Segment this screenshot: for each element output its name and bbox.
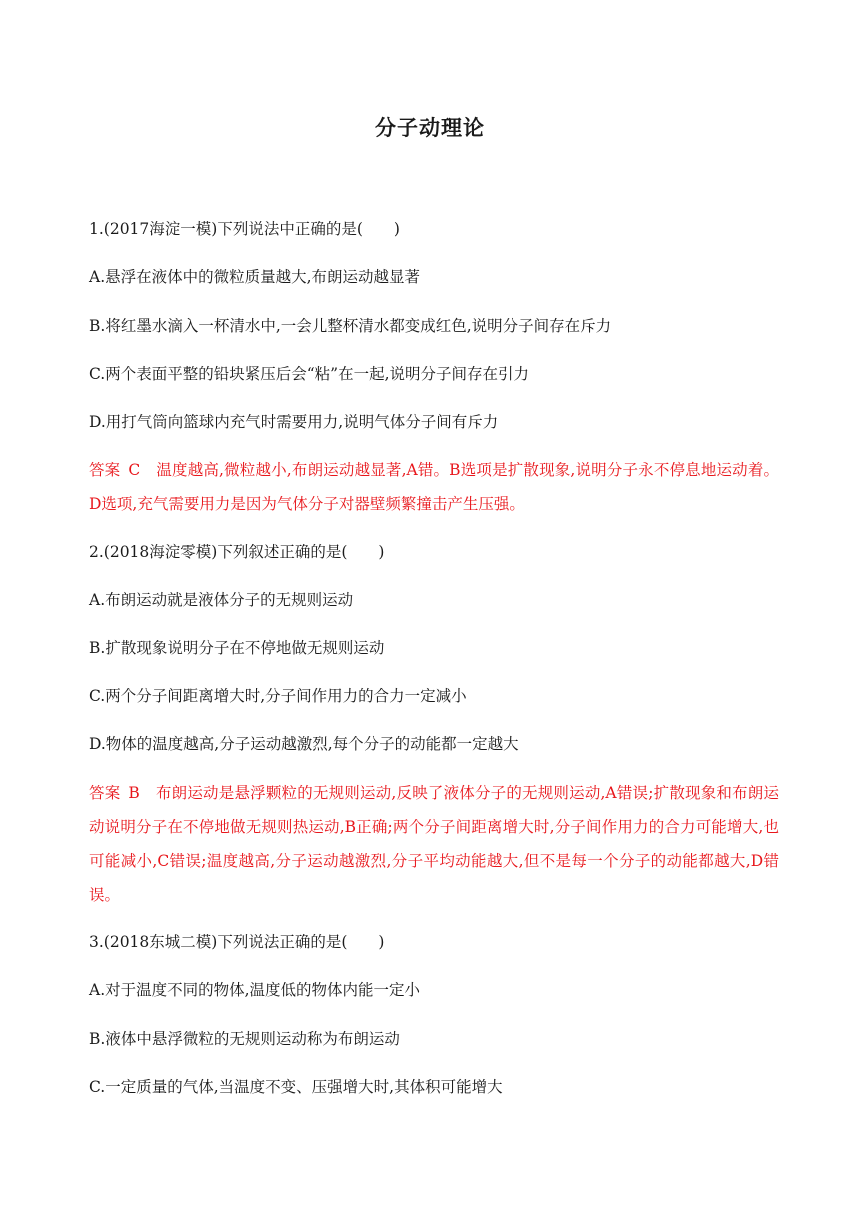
question-3-option-a: A.对于温度不同的物体,温度低的物体内能一定小 [89, 981, 421, 999]
question-2-option-b: B.扩散现象说明分子在不停地做无规则运动 [89, 639, 385, 657]
question-2-option-c: C.两个分子间距离增大时,分子间作用力的合力一定减小 [89, 687, 467, 705]
answer-explanation: 温度越高,微粒越小,布朗运动越显著,A错。B选项是扩散现象,说明分子永不停息地运动着。D选项,充气需要用力是因为气体分子对器壁频繁撞击产生压强。 [89, 461, 779, 513]
question-2-option-d: D.物体的温度越高,分子运动越激烈,每个分子的动能都一定越大 [89, 735, 519, 753]
question-2-stem: 2.(2018海淀零模)下列叙述正确的是( ) [89, 543, 385, 561]
question-3-option-c: C.一定质量的气体,当温度不变、压强增大时,其体积可能增大 [89, 1078, 503, 1096]
page-title: 分子动理论 [375, 116, 485, 140]
question-1-option-b: B.将红墨水滴入一杯清水中,一会儿整杯清水都变成红色,说明分子间存在斥力 [89, 317, 612, 335]
question-3-stem: 3.(2018东城二模)下列说法正确的是( ) [89, 933, 385, 951]
question-3-option-b: B.液体中悬浮微粒的无规则运动称为布朗运动 [89, 1030, 400, 1048]
question-2-option-a: A.布朗运动就是液体分子的无规则运动 [89, 591, 354, 609]
question-1-stem: 1.(2017海淀一模)下列说法中正确的是( ) [89, 220, 400, 238]
answer-explanation: 布朗运动是悬浮颗粒的无规则运动,反映了液体分子的无规则运动,A错误;扩散现象和布朗运动说明分子在不停地做无规则热运动,B正确;两个分子间距离增大时,分子间作用力的合力可能增大,也可能减小,C错误;温度越高,分子运动越激烈,分子平均动能越大,但不是每一个分子的动能都越大,D错误。 [89, 784, 779, 904]
answer-label: 答案 [89, 784, 121, 802]
question-2-answer [89, 776, 779, 912]
question-1-option-a: A.悬浮在液体中的微粒质量越大,布朗运动越显著 [89, 268, 421, 286]
answer-label: 答案 [89, 461, 121, 479]
answer-key: C [128, 461, 141, 479]
question-1-option-c: C.两个表面平整的铅块紧压后会“粘”在一起,说明分子间存在引力 [89, 365, 530, 383]
answer-key: B [128, 784, 140, 802]
question-1-option-d: D.用打气筒向篮球内充气时需要用力,说明气体分子间有斥力 [89, 413, 499, 431]
question-1-answer [89, 453, 779, 521]
